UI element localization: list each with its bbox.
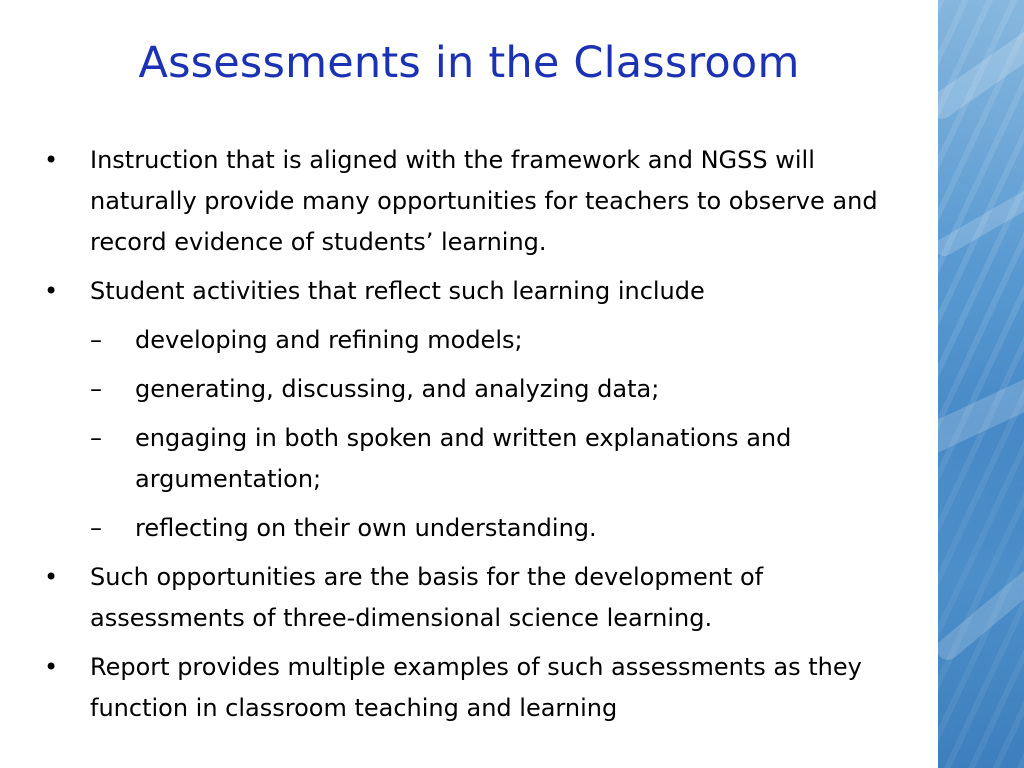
sub-bullet-item bbox=[42, 508, 912, 549]
sub-bullet-text: developing and refining models; bbox=[135, 326, 523, 354]
bullet-item bbox=[42, 557, 912, 639]
panel-highlight bbox=[923, 22, 1024, 124]
dash-marker: – bbox=[90, 326, 102, 354]
decorative-side-panel bbox=[938, 0, 1024, 768]
bullet-text: Such opportunities are the basis for the development of assessments of three-dimensional science learning. bbox=[90, 563, 764, 632]
bullet-text: Student activities that reflect such learning include bbox=[90, 277, 705, 305]
panel-highlight bbox=[932, 179, 1024, 260]
bullet-item bbox=[42, 271, 912, 312]
sub-bullet-item bbox=[42, 369, 912, 410]
sub-bullet-item bbox=[42, 320, 912, 361]
bullet-text: Instruction that is aligned with the framework and NGSS will naturally provide many opportunities for teachers to observe and record evidence of students’ learning. bbox=[90, 146, 878, 256]
sub-bullet-text: generating, discussing, and analyzing data; bbox=[135, 375, 660, 403]
dash-marker: – bbox=[90, 514, 102, 542]
panel-highlight bbox=[932, 558, 1024, 665]
bullet-marker: • bbox=[44, 563, 59, 591]
bullet-text: Report provides multiple examples of such assessments as they function in classroom teaching and learning bbox=[90, 653, 862, 722]
bullet-item bbox=[42, 647, 912, 729]
dash-marker: – bbox=[90, 424, 102, 452]
sub-bullet-text: reflecting on their own understanding. bbox=[135, 514, 597, 542]
slide-title: Assessments in the Classroom bbox=[138, 38, 800, 88]
panel-highlight bbox=[909, 370, 1024, 461]
sub-bullet-item bbox=[42, 418, 912, 500]
bullet-marker: • bbox=[44, 277, 59, 305]
bullet-marker: • bbox=[44, 653, 59, 681]
bullet-marker: • bbox=[44, 146, 59, 174]
slide-body bbox=[42, 140, 912, 737]
sub-bullet-text: engaging in both spoken and written explanations and argumentation; bbox=[135, 424, 792, 493]
dash-marker: – bbox=[90, 375, 102, 403]
bullet-item bbox=[42, 140, 912, 263]
